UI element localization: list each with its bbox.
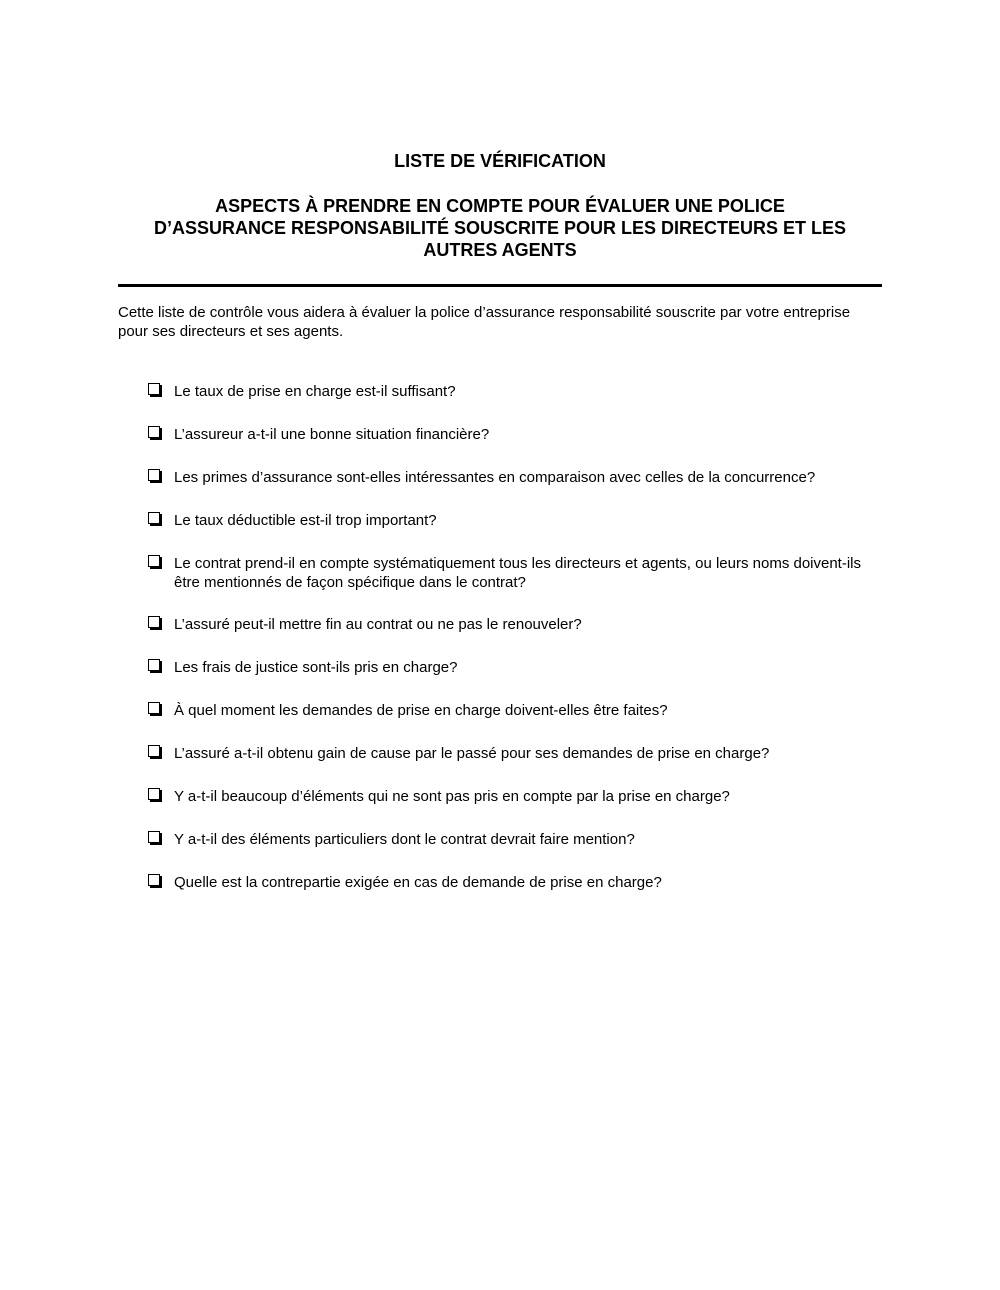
subtitle-line: ASPECTS À PRENDRE EN COMPTE POUR ÉVALUER UNE POLICE bbox=[215, 196, 785, 216]
checklist-item-label: Y a-t-il beaucoup d’éléments qui ne sont pas pris en compte par la prise en charge? bbox=[174, 788, 730, 805]
horizontal-divider bbox=[118, 284, 882, 287]
checklist-item bbox=[148, 511, 888, 530]
checklist-item-label: Les frais de justice sont-ils pris en charge? bbox=[174, 659, 458, 676]
checklist-item-label: Les primes d’assurance sont-elles intéressantes en comparaison avec celles de la concurrence? bbox=[174, 469, 816, 486]
checklist-item-label: Le taux déductible est-il trop important? bbox=[174, 512, 437, 529]
checkbox-icon[interactable] bbox=[148, 469, 160, 481]
checklist-item bbox=[148, 701, 888, 720]
checkbox-icon[interactable] bbox=[148, 874, 160, 886]
checklist-item-label: Le taux de prise en charge est-il suffisant? bbox=[174, 383, 456, 400]
checkbox-icon[interactable] bbox=[148, 659, 160, 671]
subtitle-line: D’ASSURANCE RESPONSABILITÉ SOUSCRITE POUR LES DIRECTEURS ET LES bbox=[153, 218, 847, 238]
checkbox-icon[interactable] bbox=[148, 745, 160, 757]
checklist-item-label: L’assuré a-t-il obtenu gain de cause par le passé pour ses demandes de prise en charge? bbox=[174, 745, 770, 762]
checklist-item bbox=[148, 787, 888, 806]
checklist-item-label: L’assuré peut-il mettre fin au contrat ou ne pas le renouveler? bbox=[174, 616, 582, 633]
checklist-item-label: Le contrat prend-il en compte systématiquement tous les directeurs et agents, ou leurs noms doivent-ils être mentionnés de façon spécifique dans le contrat? bbox=[174, 555, 862, 591]
checkbox-icon[interactable] bbox=[148, 383, 160, 395]
checklist-item bbox=[148, 615, 888, 634]
checkbox-icon[interactable] bbox=[148, 616, 160, 628]
checklist-item-label: L’assureur a-t-il une bonne situation financière? bbox=[174, 426, 490, 443]
checklist-item bbox=[148, 425, 888, 444]
checklist-item bbox=[148, 658, 888, 677]
checkbox-icon[interactable] bbox=[148, 788, 160, 800]
checkbox-icon[interactable] bbox=[148, 426, 160, 438]
checkbox-icon[interactable] bbox=[148, 831, 160, 843]
checkbox-icon[interactable] bbox=[148, 702, 160, 714]
checklist-item bbox=[148, 468, 888, 487]
document-title: LISTE DE VÉRIFICATION bbox=[394, 151, 606, 171]
checkbox-icon[interactable] bbox=[148, 512, 160, 524]
checklist-item bbox=[148, 873, 888, 892]
checklist-item bbox=[148, 830, 888, 849]
checklist-item bbox=[148, 382, 888, 401]
checkbox-icon[interactable] bbox=[148, 555, 160, 567]
subtitle-line: AUTRES AGENTS bbox=[423, 240, 577, 260]
checklist-item bbox=[148, 744, 888, 763]
document-subtitle bbox=[118, 195, 882, 261]
checklist-item-label: Y a-t-il des éléments particuliers dont le contrat devrait faire mention? bbox=[174, 831, 635, 848]
checklist-item-label: Quelle est la contrepartie exigée en cas de demande de prise en charge? bbox=[174, 874, 662, 891]
checklist-item bbox=[148, 554, 888, 592]
checklist bbox=[148, 382, 888, 916]
checklist-item-label: À quel moment les demandes de prise en charge doivent-elles être faites? bbox=[174, 702, 668, 719]
intro-paragraph: Cette liste de contrôle vous aidera à évaluer la police d’assurance responsabilité souscrite par votre entreprise pour ses directeurs et ses agents. bbox=[118, 304, 851, 340]
